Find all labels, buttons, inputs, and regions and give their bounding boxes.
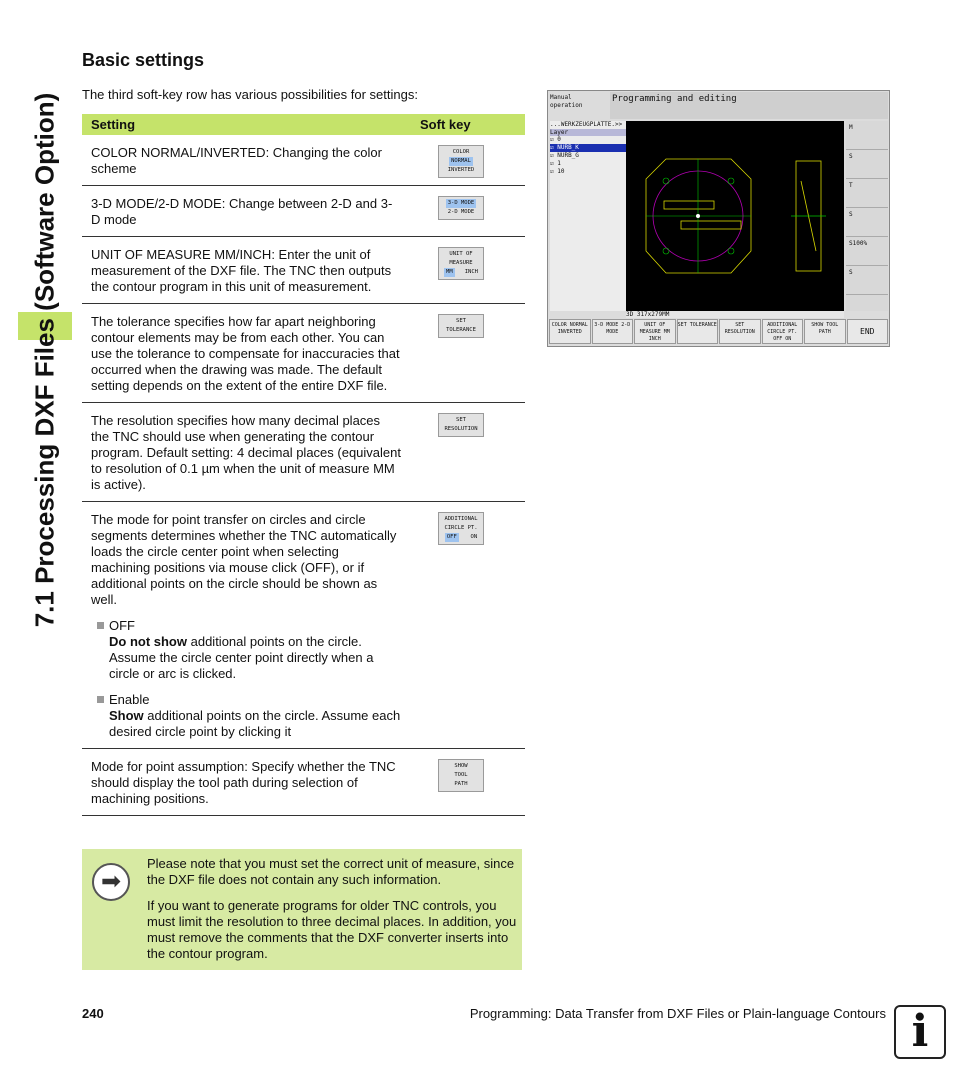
screen-mode: Manual operation	[550, 94, 583, 109]
arrow-right-icon: ➡	[92, 863, 130, 901]
row-text: The mode for point transfer on circles and circle segments determines whether the TNC automatically loads the circle center point when selecting machining positions via mouse click (OFF), or if additional points on the circle should be shown as well.	[91, 512, 397, 607]
row-text: The tolerance specifies how far apart neighboring contour elements may be from each other. You can use the tolerance to compensate for inaccuracies that occurred when the drawing was made. The default setting depends on the extent of the entire DXF file.	[91, 314, 400, 393]
col-setting: Setting	[91, 117, 136, 132]
layer-item: ☑ 0	[550, 136, 561, 143]
section-heading: Basic settings	[82, 50, 205, 70]
note-paragraph: If you want to generate programs for older TNC controls, you must limit the resolution to three decimal places. In addition, you must remove the comments that the DXF converter inserts into the contour program.	[147, 898, 517, 961]
layer-item-selected[interactable]: ☑ NURB_K	[550, 144, 626, 152]
dxf-drawing-canvas[interactable]	[626, 121, 844, 311]
table-row	[82, 749, 525, 816]
row-text: COLOR NORMAL/INVERTED: Changing the color scheme	[91, 145, 382, 176]
tnc-screenshot	[547, 90, 890, 347]
set-tolerance-softkey[interactable]: SET TOLERANCE	[438, 314, 484, 338]
softkey-tolerance[interactable]: SET TOLERANCE	[677, 319, 719, 344]
table-row	[82, 237, 525, 304]
note-paragraph: Please note that you must set the correct unit of measure, since the DXF file does not contain any such information.	[147, 856, 515, 887]
softkey-row	[549, 319, 888, 344]
row-text: 3-D MODE/2-D MODE: Change between 2-D and 3-D mode	[91, 196, 393, 227]
layer-item: ☑ 1	[550, 160, 561, 167]
note-box	[82, 849, 522, 970]
softkey-end[interactable]: END	[847, 319, 889, 344]
chapter-sidebar	[18, 0, 72, 1091]
table-row	[82, 304, 525, 403]
row-text: Mode for point assumption: Specify whether the TNC should display the tool path during selection of machining positions.	[91, 759, 396, 806]
page-number: 240	[82, 1006, 104, 1021]
layer-item: ☑ NURB_G	[550, 152, 579, 159]
side-key-s-minus[interactable]: S	[846, 266, 888, 295]
3d-mode-softkey[interactable]: 3-D MODE 2-D MODE	[438, 196, 484, 220]
side-key-s-plus[interactable]: S	[846, 208, 888, 237]
info-icon: i	[894, 1005, 946, 1059]
side-key-s[interactable]: S	[846, 150, 888, 179]
file-name: ...WERKZEUGPLATTE.>>	[550, 121, 623, 128]
table-row	[82, 502, 525, 749]
softkey-color[interactable]: COLOR NORMAL INVERTED	[549, 319, 591, 344]
softkey-unit[interactable]: UNIT OF MEASURE MM INCH	[634, 319, 676, 344]
softkey-3d-mode[interactable]: 3-D MODE 2-D MODE	[592, 319, 634, 344]
side-softkeys	[846, 121, 888, 311]
set-resolution-softkey[interactable]: SET RESOLUTION	[438, 413, 484, 437]
table-header	[82, 114, 525, 135]
intro-text: The third soft-key row has various possibilities for settings:	[82, 87, 418, 102]
layer-header: Layer	[550, 129, 626, 136]
footer-title: Programming: Data Transfer from DXF Files or Plain-language Contours	[469, 1006, 886, 1021]
table-row	[82, 135, 525, 186]
side-key-t[interactable]: T	[846, 179, 888, 208]
softkey-circle-pt[interactable]: ADDITIONAL CIRCLE PT. OFF ON	[762, 319, 804, 344]
softkey-tool-path[interactable]: SHOW TOOL PATH	[804, 319, 846, 344]
side-key-m[interactable]: M	[846, 121, 888, 150]
row-text: The resolution specifies how many decimal places the TNC should use when generating the contour program. Default setting: 4 decimal places (equivalent to resolution of 0.1 µm when the unit of measure MM is active).	[91, 413, 401, 492]
canvas-info: 3D 317x279MM	[626, 311, 844, 318]
settings-table	[82, 114, 525, 816]
softkey-resolution[interactable]: SET RESOLUTION	[719, 319, 761, 344]
bullet-item: OFF Do not show additional points on the circle. Assume the circle center point directly when a circle or arc is clicked.	[91, 618, 401, 682]
row-text-with-bullets	[82, 502, 410, 748]
row-text: UNIT OF MEASURE MM/INCH: Enter the unit of measurement of the DXF file. The TNC then outputs the contour program in this unit of measurement.	[91, 247, 392, 294]
additional-circle-pt-softkey[interactable]: ADDITIONAL CIRCLE PT. OFF ON	[438, 512, 484, 545]
layer-list	[550, 121, 626, 311]
show-tool-path-softkey[interactable]: SHOW TOOL PATH	[438, 759, 484, 792]
side-key-override[interactable]: S100%	[846, 237, 888, 266]
unit-of-measure-softkey[interactable]: UNIT OF MEASURE MM INCH	[438, 247, 484, 280]
screen-title: Programming and editing	[610, 92, 888, 119]
bullet-item: Enable Show additional points on the circle. Assume each desired circle point by clicking it	[91, 692, 401, 740]
col-softkey: Soft key	[420, 117, 471, 132]
table-row	[82, 186, 525, 237]
table-row	[82, 403, 525, 502]
color-softkey[interactable]: COLOR NORMAL INVERTED	[438, 145, 484, 178]
layer-item: ☑ 10	[550, 168, 565, 175]
chapter-title: 7.1 Processing DXF Files (Software Option)	[29, 92, 60, 628]
